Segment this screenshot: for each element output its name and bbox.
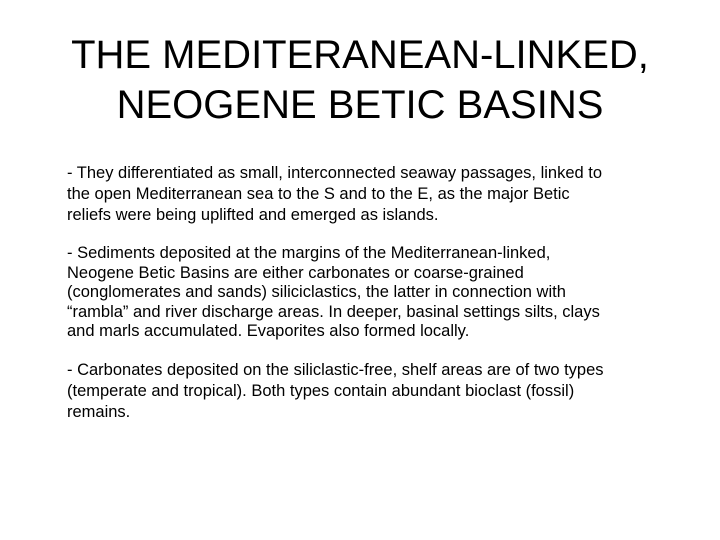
slide-title-line: NEOGENE BETIC BASINS	[116, 83, 604, 127]
text-line: - Carbonates deposited on the siliclastic-free, shelf areas are of two types	[67, 360, 604, 379]
text-line: - They differentiated as small, interconnected seaway passages, linked to	[67, 164, 603, 182]
text-line: the open Mediterranean sea to the S and to the E, as the major Betic	[67, 185, 570, 203]
text-line: Neogene Betic Basins are either carbonates or coarse-grained	[67, 263, 524, 282]
slide-title	[40, 30, 680, 130]
text-line: remains.	[67, 402, 131, 421]
paragraph-sediments	[67, 244, 667, 342]
slide-title-line: THE MEDITERANEAN-LINKED,	[71, 33, 649, 77]
text-line: (temperate and tropical). Both types contain abundant bioclast (fossil)	[67, 381, 575, 400]
text-line: - Sediments deposited at the margins of the Mediterranean-linked,	[67, 244, 551, 262]
slide-body	[67, 163, 667, 423]
text-line: “rambla” and river discharge areas. In deeper, basinal settings silts, clays	[67, 302, 600, 321]
text-line: (conglomerates and sands) siliciclastics, the latter in connection with	[67, 283, 566, 301]
text-line: and marls accumulated. Evaporites also formed locally.	[67, 322, 470, 340]
text-line: reliefs were being uplifted and emerged as islands.	[67, 206, 439, 224]
paragraph-seaway-passages	[67, 163, 667, 226]
paragraph-carbonates	[67, 360, 667, 423]
